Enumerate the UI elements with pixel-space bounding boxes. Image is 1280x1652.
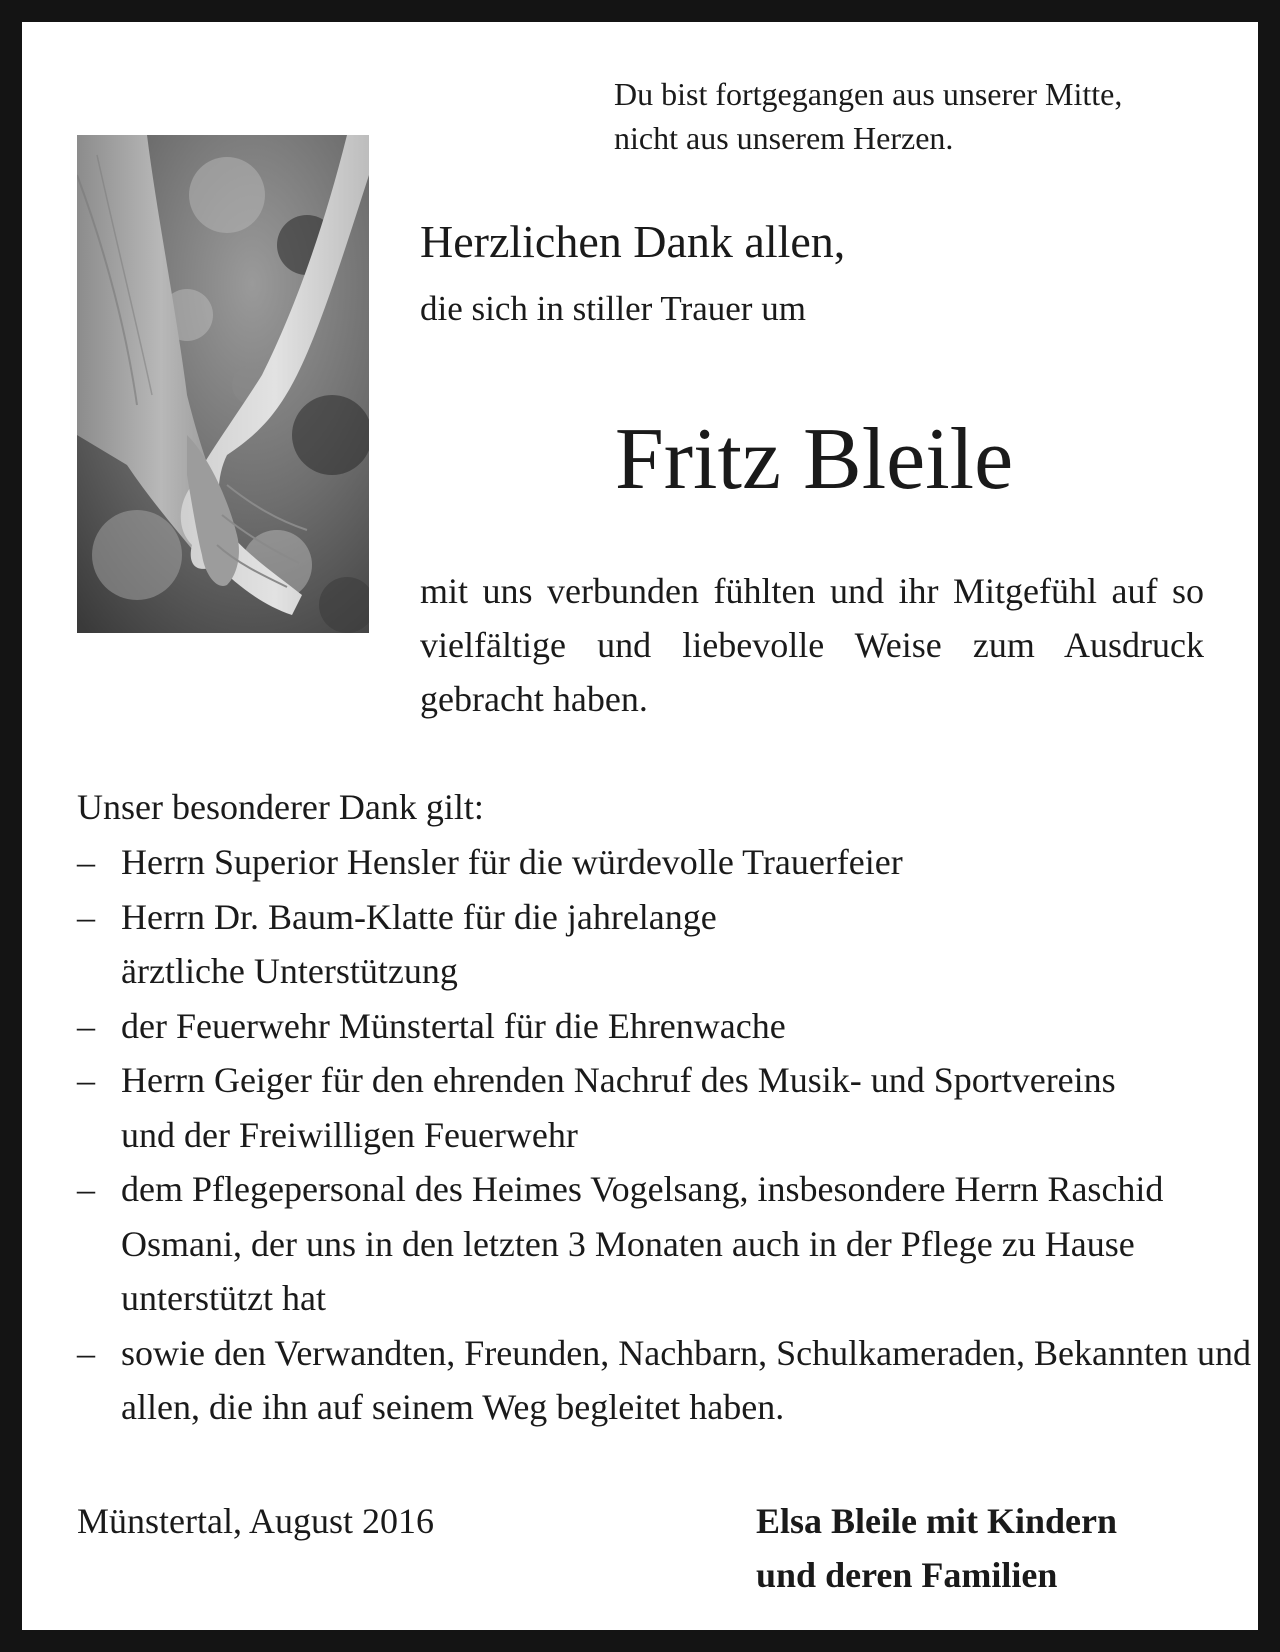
list-bullet: – — [77, 896, 95, 937]
list-item — [77, 1326, 1256, 1435]
signature-line-1: Elsa Bleile mit Kindern — [756, 1501, 1118, 1541]
list-item — [77, 835, 1121, 890]
signature-line-2: und deren Familien — [756, 1555, 1058, 1595]
motto-line-1: Du bist fortgegangen aus unserer Mitte, — [614, 76, 1123, 112]
list-item — [77, 890, 841, 999]
special-thanks-heading: Unser besonderer Dank gilt: — [77, 787, 484, 827]
list-bullet: – — [77, 1332, 95, 1373]
thanks-subtitle: die sich in stiller Trauer um — [420, 289, 806, 328]
list-bullet: – — [77, 1060, 95, 1100]
list-item — [77, 1053, 1161, 1162]
motto-line-2: nicht aus unserem Herzen. — [614, 120, 954, 156]
list-item-text: Herrn Superior Hensler für die würdevolle Trauerfeier — [121, 842, 903, 882]
list-bullet: – — [77, 1005, 95, 1046]
motto-verse — [614, 72, 1214, 160]
holding-hands-photo — [77, 135, 369, 633]
deceased-name: Fritz Bleile — [614, 411, 1014, 508]
list-item-text: Herrn Dr. Baum-Klatte für die jahrelange ärztliche Unterstützung — [121, 896, 717, 991]
list-bullet: – — [77, 842, 95, 882]
list-item-text: dem Pflegepersonal des Heimes Vogelsang, insbesondere Herrn Raschid Osmani, der uns in den letzten 3 Monaten auch in der Pflege zu Hause unterstützt hat — [121, 1169, 1164, 1318]
signature — [756, 1494, 1117, 1602]
special-thanks-list — [77, 835, 1251, 1435]
list-item-text: der Feuerwehr Münstertal für die Ehrenwache — [121, 1005, 786, 1046]
list-bullet: – — [77, 1169, 95, 1209]
list-item-text: sowie den Verwandten, Freunden, Nachbarn, Schulkameraden, Bekannten und allen, die ihn auf seinem Weg begleitet haben. — [121, 1332, 1251, 1427]
list-item — [77, 1162, 1256, 1326]
thanks-message: mit uns verbunden fühlten und ihr Mitgefühl auf so vielfältige und liebevolle Weise zum Ausdruck gebracht haben. — [420, 571, 1204, 719]
list-item-text: Herrn Geiger für den ehrenden Nachruf des Musik- und Sportvereins und der Freiwilligen Feuerwehr — [121, 1060, 1116, 1155]
place-and-date: Münstertal, August 2016 — [77, 1501, 434, 1541]
list-item — [77, 999, 1121, 1054]
thanks-title: Herzlichen Dank allen, — [420, 216, 846, 267]
